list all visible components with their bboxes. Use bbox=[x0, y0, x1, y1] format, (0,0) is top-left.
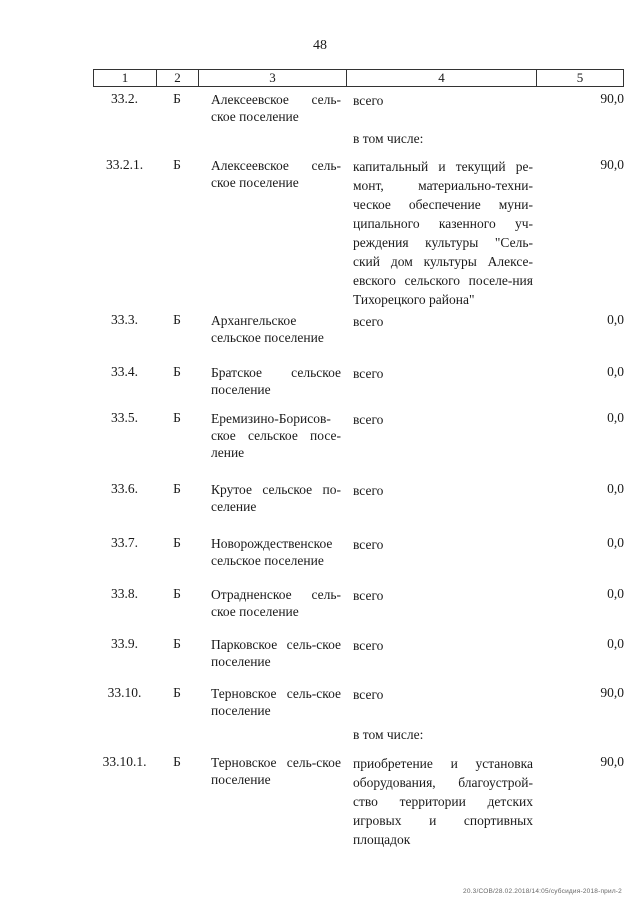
row-settlement: Новорождественское сельское поселение bbox=[211, 536, 333, 568]
row-amount: 0,0 bbox=[607, 312, 624, 327]
row-description: всего bbox=[353, 366, 384, 381]
row-amount: 0,0 bbox=[607, 586, 624, 601]
row-group: Б bbox=[173, 91, 181, 106]
row-number: 33.5. bbox=[111, 410, 138, 425]
row-settlement: Еремизино-Борисов-ское сельское посе-ление bbox=[211, 411, 341, 460]
row-group: Б bbox=[173, 754, 181, 769]
row-amount: 0,0 bbox=[607, 481, 624, 496]
row-number: 33.8. bbox=[111, 586, 138, 601]
row-description: капитальный и текущий ре-монт, материально-техни-ческое обеспечение муни-ципального казенного уч-реждения культуры "Сель-ский дом культуры Алексе-евского сельского поселе-ния Тихорецкого района" bbox=[353, 159, 533, 307]
sub-label: в том числе: bbox=[353, 727, 424, 742]
row-description: всего bbox=[353, 638, 384, 653]
row-group: Б bbox=[173, 535, 181, 550]
row-settlement: Архангельское сельское поселение bbox=[211, 313, 324, 345]
row-number: 33.6. bbox=[111, 481, 138, 496]
footer-file-stamp: 20.3/СОВ/28.02.2018/14:05/субсидия-2018-прил-2 bbox=[463, 888, 622, 895]
page-number: 48 bbox=[313, 38, 327, 53]
row-group: Б bbox=[173, 410, 181, 425]
row-settlement: Крутое сельское по-селение bbox=[211, 482, 341, 514]
row-settlement: Алексеевское сель-ское поселение bbox=[211, 92, 341, 124]
row-description: приобретение и установка оборудования, благоустрой-ство территории детских игровых и спортивных площадок bbox=[353, 756, 533, 847]
header-col-4: 4 bbox=[347, 70, 537, 86]
header-col-3: 3 bbox=[199, 70, 347, 86]
row-description: всего bbox=[353, 687, 384, 702]
row-number: 33.4. bbox=[111, 364, 138, 379]
row-description: всего bbox=[353, 412, 384, 427]
row-number: 33.3. bbox=[111, 312, 138, 327]
row-amount: 90,0 bbox=[600, 754, 624, 769]
row-description: всего bbox=[353, 588, 384, 603]
table-header bbox=[93, 69, 624, 87]
row-description: всего bbox=[353, 537, 384, 552]
row-number: 33.9. bbox=[111, 636, 138, 651]
row-settlement: Братское сельское поселение bbox=[211, 365, 341, 397]
row-number: 33.10.1. bbox=[102, 754, 147, 769]
row-number: 33.2. bbox=[111, 91, 138, 106]
row-description: всего bbox=[353, 483, 384, 498]
row-group: Б bbox=[173, 636, 181, 651]
row-settlement: Парковское сель-ское поселение bbox=[211, 637, 341, 669]
row-amount: 90,0 bbox=[600, 91, 624, 106]
row-amount: 0,0 bbox=[607, 410, 624, 425]
row-settlement: Отрадненское сель-ское поселение bbox=[211, 587, 341, 619]
row-number: 33.2.1. bbox=[105, 157, 144, 172]
row-number: 33.10. bbox=[107, 685, 142, 700]
row-amount: 0,0 bbox=[607, 364, 624, 379]
row-settlement: Терновское сель-ское поселение bbox=[211, 686, 341, 718]
row-settlement: Алексеевское сель-ское поселение bbox=[211, 158, 341, 190]
row-description: всего bbox=[353, 314, 384, 329]
row-description: всего bbox=[353, 93, 384, 108]
row-settlement: Терновское сель-ское поселение bbox=[211, 755, 341, 787]
header-col-1: 1 bbox=[94, 70, 157, 86]
row-amount: 0,0 bbox=[607, 535, 624, 550]
header-col-2: 2 bbox=[157, 70, 199, 86]
row-amount: 90,0 bbox=[600, 685, 624, 700]
row-group: Б bbox=[173, 364, 181, 379]
header-col-5: 5 bbox=[576, 70, 584, 85]
row-group: Б bbox=[173, 586, 181, 601]
row-group: Б bbox=[173, 685, 181, 700]
row-group: Б bbox=[173, 312, 181, 327]
row-amount: 0,0 bbox=[607, 636, 624, 651]
row-amount: 90,0 bbox=[600, 157, 624, 172]
sub-label: в том числе: bbox=[353, 131, 424, 146]
row-group: Б bbox=[173, 481, 181, 496]
row-number: 33.7. bbox=[111, 535, 138, 550]
row-group: Б bbox=[173, 157, 181, 172]
